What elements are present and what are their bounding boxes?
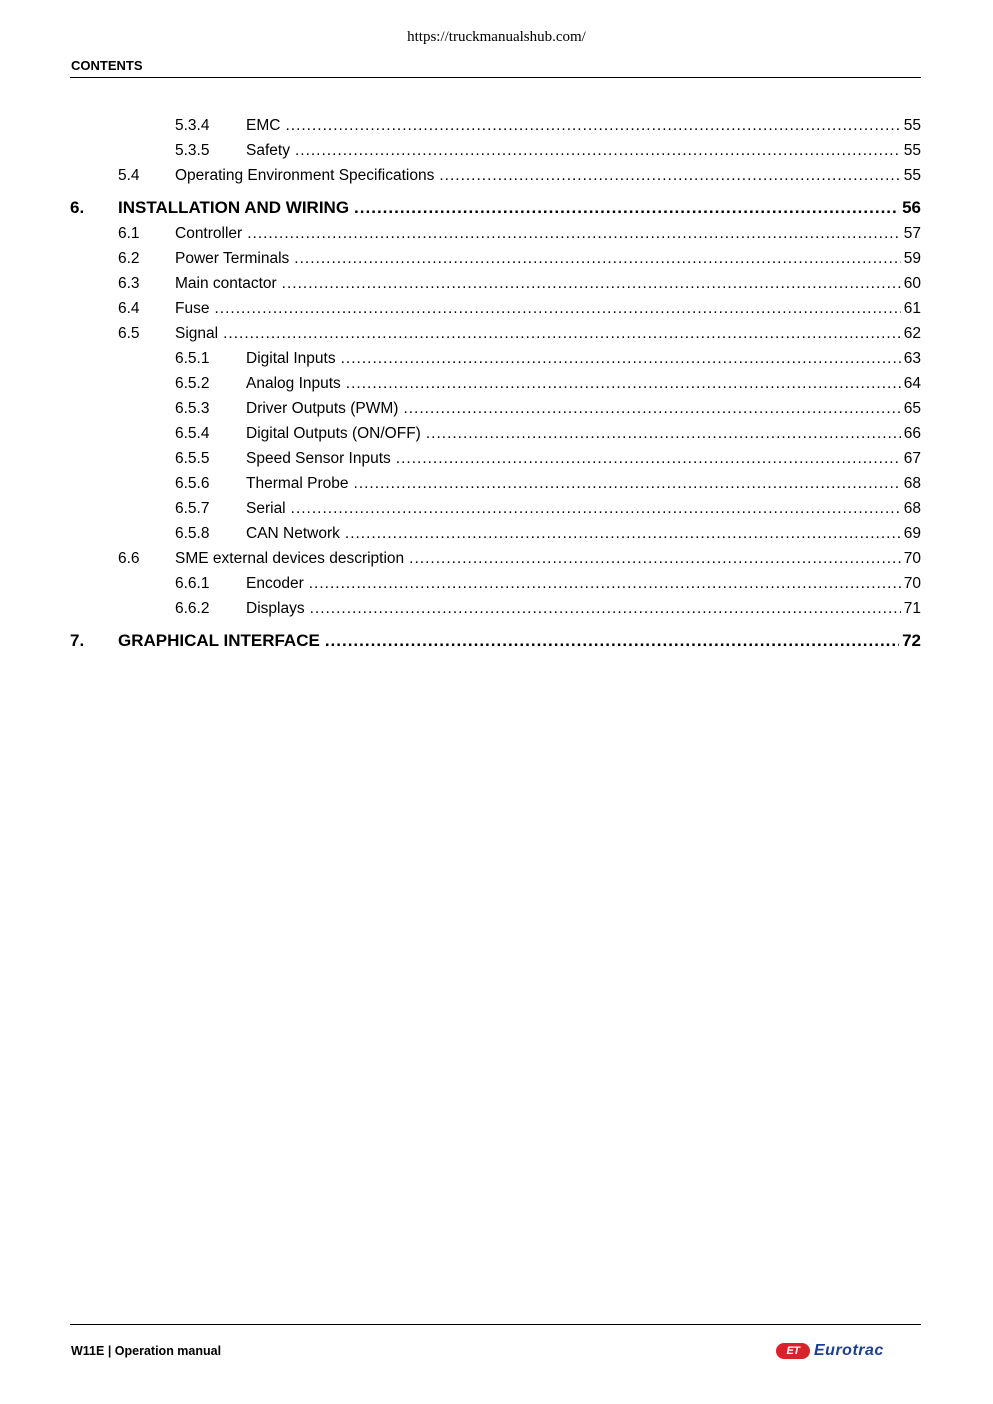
toc-entry-title: INSTALLATION AND WIRING [118, 198, 350, 217]
toc-entry-number: 6.5.4 [175, 425, 210, 442]
toc-entry-page: 64 [903, 375, 921, 392]
toc-entry[interactable] [0, 398, 993, 420]
toc-entry-page: 55 [903, 117, 921, 134]
dot-leader [403, 398, 900, 420]
toc-entry-number: 7. [70, 631, 85, 650]
toc-entry-body [175, 248, 921, 270]
toc-entry-title: Speed Sensor Inputs [246, 450, 391, 467]
toc-entry-body [118, 197, 921, 219]
toc-entry-number: 6.5 [118, 325, 140, 342]
toc-entry[interactable] [0, 548, 993, 570]
toc-entry[interactable] [0, 523, 993, 545]
toc-entry-title: Operating Environment Specifications [175, 167, 435, 184]
dot-leader [325, 630, 899, 652]
dot-leader [223, 323, 901, 345]
footer-document-title: W11E | Operation manual [71, 1344, 222, 1358]
toc-entry-title: Displays [246, 600, 305, 617]
toc-entry-body [175, 273, 921, 295]
toc-entry-page: 63 [903, 350, 921, 367]
toc-entry-body [175, 165, 921, 187]
toc-entry-number: 6.3 [118, 275, 140, 292]
header-divider [70, 77, 921, 78]
toc-entry-number: 6.5.6 [175, 475, 210, 492]
dot-leader [291, 498, 901, 520]
toc-entry-body [246, 573, 921, 595]
toc-entry[interactable] [0, 323, 993, 345]
toc-entry-number: 6.6.1 [175, 575, 210, 592]
toc-entry-page: 59 [903, 250, 921, 267]
toc-entry[interactable] [0, 115, 993, 137]
toc-entry-title: Fuse [175, 300, 210, 317]
toc-entry-page: 66 [903, 425, 921, 442]
dot-leader [247, 223, 901, 245]
toc-entry[interactable] [0, 598, 993, 620]
dot-leader [354, 197, 899, 219]
toc-entry-page: 71 [903, 600, 921, 617]
toc-entry[interactable] [0, 423, 993, 445]
toc-entry-number: 6.5.7 [175, 500, 210, 517]
toc-entry-body [246, 473, 921, 495]
toc-entry-number: 5.3.5 [175, 142, 210, 159]
toc-entry[interactable] [0, 348, 993, 370]
page-header-title: CONTENTS [71, 58, 143, 73]
toc-entry-number: 6.6 [118, 550, 140, 567]
toc-entry[interactable] [0, 448, 993, 470]
toc-entry-body [246, 348, 921, 370]
logo-mark-icon: ET [776, 1343, 810, 1359]
toc-entry[interactable] [0, 298, 993, 320]
toc-entry-title: Signal [175, 325, 219, 342]
toc-entry-body [246, 140, 921, 162]
toc-entry-number: 6.2 [118, 250, 140, 267]
toc-entry-title: Main contactor [175, 275, 277, 292]
toc-entry-page: 70 [903, 575, 921, 592]
dot-leader [309, 573, 901, 595]
toc-entry-page: 72 [902, 631, 921, 650]
toc-entry-number: 6.6.2 [175, 600, 210, 617]
toc-entry-body [175, 223, 921, 245]
toc-entry-page: 57 [903, 225, 921, 242]
eurotrac-logo [776, 1340, 922, 1362]
dot-leader [310, 598, 901, 620]
toc-entry-page: 60 [903, 275, 921, 292]
logo-wordmark: Eurotrac [814, 1342, 884, 1359]
toc-entry-body [246, 398, 921, 420]
dot-leader [341, 348, 901, 370]
dot-leader [214, 298, 900, 320]
toc-entry[interactable] [0, 197, 993, 219]
toc-entry-title: Digital Inputs [246, 350, 336, 367]
toc-entry-number: 6.4 [118, 300, 140, 317]
toc-entry-title: CAN Network [246, 525, 340, 542]
source-url: https://truckmanualshub.com/ [407, 29, 586, 45]
toc-entry-page: 65 [903, 400, 921, 417]
toc-entry-page: 55 [903, 142, 921, 159]
toc-entry-number: 5.4 [118, 167, 140, 184]
toc-entry-body [175, 323, 921, 345]
dot-leader [439, 165, 900, 187]
toc-entry-number: 6.5.5 [175, 450, 210, 467]
dot-leader [295, 140, 901, 162]
toc-entry-title: Safety [246, 142, 290, 159]
toc-entry-body [246, 523, 921, 545]
toc-entry-title: Driver Outputs (PWM) [246, 400, 399, 417]
dot-leader [346, 373, 901, 395]
toc-entry-body [246, 373, 921, 395]
toc-entry[interactable] [0, 630, 993, 652]
toc-entry-title: Digital Outputs (ON/OFF) [246, 425, 421, 442]
toc-entry-title: Analog Inputs [246, 375, 341, 392]
toc-entry-body [246, 498, 921, 520]
toc-entry-number: 5.3.4 [175, 117, 210, 134]
toc-entry-page: 68 [903, 475, 921, 492]
toc-entry-title: Power Terminals [175, 250, 290, 267]
dot-leader [354, 473, 901, 495]
dot-leader [282, 273, 901, 295]
toc-entry[interactable] [0, 473, 993, 495]
toc-entry-title: EMC [246, 117, 281, 134]
toc-entry-title: Thermal Probe [246, 475, 349, 492]
toc-entry-page: 68 [903, 500, 921, 517]
toc-entry-number: 6.5.2 [175, 375, 210, 392]
toc-entry-body [175, 548, 921, 570]
toc-entry-page: 70 [903, 550, 921, 567]
toc-entry[interactable] [0, 273, 993, 295]
toc-entry-number: 6.1 [118, 225, 140, 242]
dot-leader [345, 523, 901, 545]
toc-entry-number: 6.5.8 [175, 525, 210, 542]
toc-entry-title: Controller [175, 225, 243, 242]
toc-entry[interactable] [0, 573, 993, 595]
toc-entry-page: 56 [902, 198, 921, 217]
toc-entry[interactable] [0, 248, 993, 270]
toc-entry-body [246, 423, 921, 445]
dot-leader [409, 548, 901, 570]
toc-entry-title: SME external devices description [175, 550, 405, 567]
toc-entry[interactable] [0, 373, 993, 395]
footer-divider [70, 1324, 921, 1325]
toc-entry-page: 67 [903, 450, 921, 467]
toc-entry-title: Serial [246, 500, 286, 517]
dot-leader [426, 423, 901, 445]
toc-entry-number: 6.5.3 [175, 400, 210, 417]
dot-leader [396, 448, 901, 470]
toc-entry-page: 55 [903, 167, 921, 184]
dot-leader [285, 115, 900, 137]
toc-entry[interactable] [0, 223, 993, 245]
toc-entry-body [118, 630, 921, 652]
toc-entry-page: 69 [903, 525, 921, 542]
dot-leader [294, 248, 900, 270]
toc-entry-number: 6.5.1 [175, 350, 210, 367]
toc-entry[interactable] [0, 498, 993, 520]
toc-entry-body [246, 448, 921, 470]
toc-entry-title: Encoder [246, 575, 304, 592]
toc-entry-number: 6. [70, 198, 85, 217]
toc-entry-body [246, 115, 921, 137]
toc-entry[interactable] [0, 140, 993, 162]
toc-entry[interactable] [0, 165, 993, 187]
toc-entry-title: GRAPHICAL INTERFACE [118, 631, 320, 650]
toc-entry-page: 61 [903, 300, 921, 317]
toc-entry-body [175, 298, 921, 320]
toc-entry-body [246, 598, 921, 620]
toc-entry-page: 62 [903, 325, 921, 342]
